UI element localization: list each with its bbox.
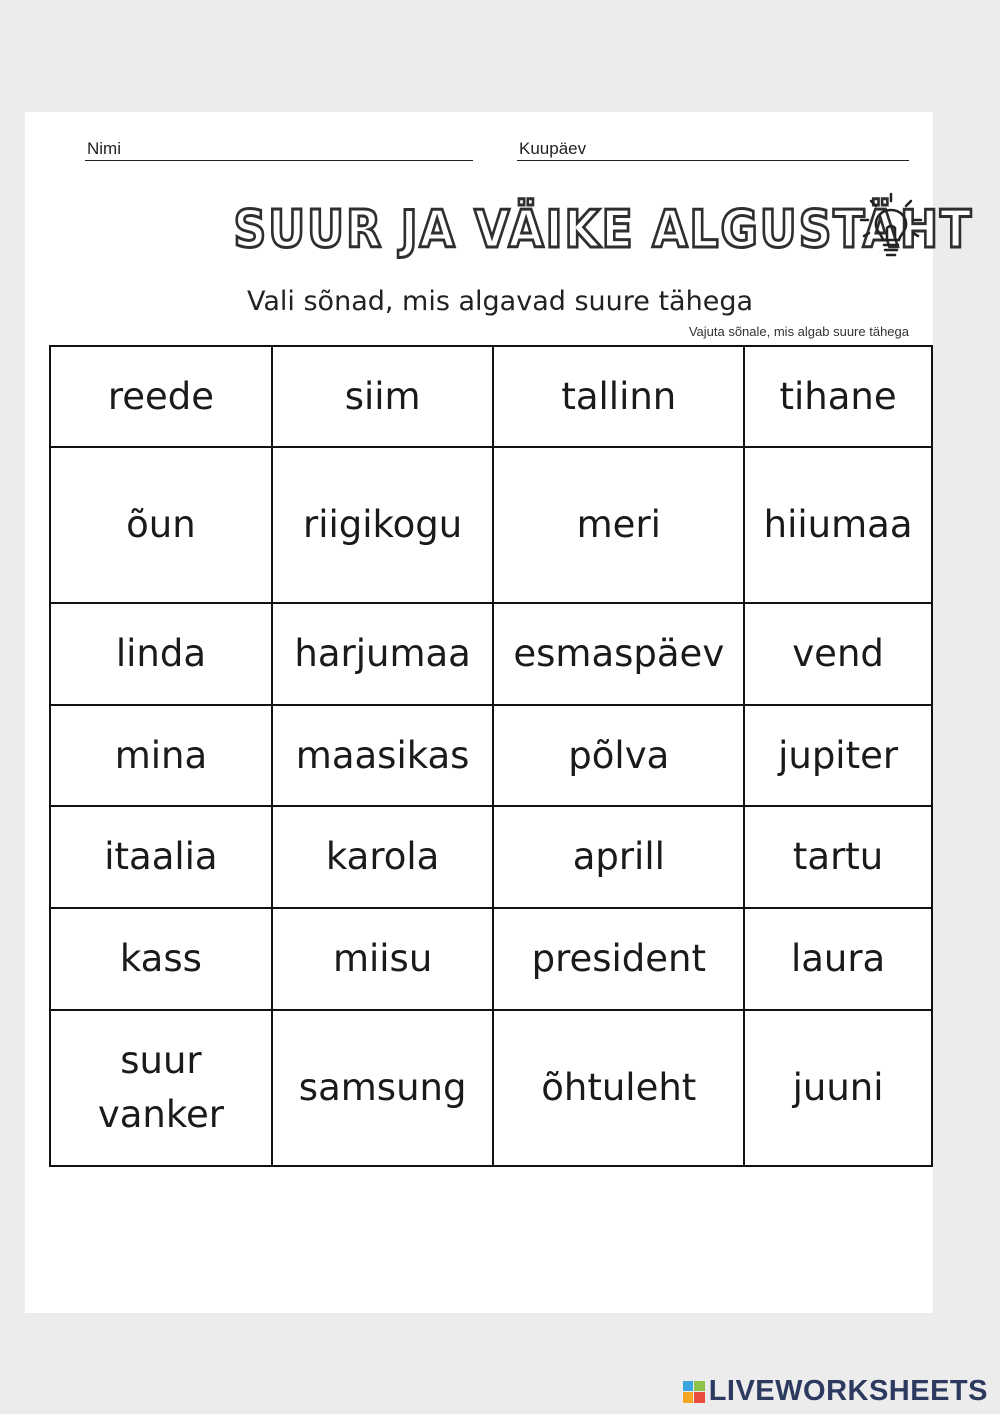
grid-row bbox=[50, 1010, 932, 1166]
word-cell[interactable]: karola bbox=[272, 806, 494, 908]
word-cell[interactable]: vend bbox=[744, 603, 932, 705]
word-cell[interactable]: tallinn bbox=[493, 346, 744, 447]
worksheet-page bbox=[25, 112, 973, 1313]
name-label: Nimi bbox=[87, 139, 121, 158]
worksheet-title: SUUR JA VÄIKE ALGUSTÄHT bbox=[233, 200, 973, 260]
word-cell[interactable]: harjumaa bbox=[272, 603, 494, 705]
word-cell[interactable]: linda bbox=[50, 603, 272, 705]
word-cell[interactable]: siim bbox=[272, 346, 494, 447]
word-cell[interactable]: meri bbox=[493, 447, 744, 603]
word-cell[interactable]: reede bbox=[50, 346, 272, 447]
word-cell[interactable]: itaalia bbox=[50, 806, 272, 908]
word-cell[interactable]: jupiter bbox=[744, 705, 932, 806]
grid-row bbox=[50, 603, 932, 705]
name-field[interactable] bbox=[85, 136, 473, 161]
word-cell[interactable]: riigikogu bbox=[272, 447, 494, 603]
liveworksheets-logo-icon bbox=[683, 1381, 705, 1403]
word-cell[interactable]: samsung bbox=[272, 1010, 494, 1166]
grid-row bbox=[50, 346, 932, 447]
word-cell[interactable]: juuni bbox=[744, 1010, 932, 1166]
word-cell[interactable]: mina bbox=[50, 705, 272, 806]
word-cell[interactable]: esmaspäev bbox=[493, 603, 744, 705]
grid-row bbox=[50, 806, 932, 908]
word-cell[interactable]: maasikas bbox=[272, 705, 494, 806]
brand-name: LIVEWORKSHEETS bbox=[708, 1375, 988, 1407]
word-cell[interactable]: kass bbox=[50, 908, 272, 1010]
word-cell[interactable]: tartu bbox=[744, 806, 932, 908]
instructions: Vali sõnad, mis algavad suure tähega bbox=[246, 286, 753, 317]
word-cell[interactable]: põlva bbox=[493, 705, 744, 806]
word-cell[interactable]: aprill bbox=[493, 806, 744, 908]
word-cell[interactable]: hiiumaa bbox=[744, 447, 932, 603]
grid-row bbox=[50, 447, 932, 603]
word-cell[interactable]: tihane bbox=[744, 346, 932, 447]
grid-row bbox=[50, 705, 932, 806]
word-cell[interactable]: miisu bbox=[272, 908, 494, 1010]
word-cell[interactable]: president bbox=[493, 908, 744, 1010]
word-grid bbox=[49, 345, 933, 1167]
hint-text: Vajuta sõnale, mis algab suure tähega bbox=[688, 324, 909, 339]
date-label: Kuupäev bbox=[519, 139, 587, 158]
word-cell[interactable]: õun bbox=[50, 447, 272, 603]
word-cell[interactable]: õhtuleht bbox=[493, 1010, 744, 1166]
liveworksheets-brand[interactable] bbox=[683, 1375, 988, 1408]
date-field[interactable] bbox=[517, 136, 909, 161]
word-cell[interactable]: suur vanker bbox=[50, 1010, 272, 1166]
word-cell[interactable]: laura bbox=[744, 908, 932, 1010]
lightbulb-icon bbox=[855, 190, 927, 262]
grid-row bbox=[50, 908, 932, 1010]
